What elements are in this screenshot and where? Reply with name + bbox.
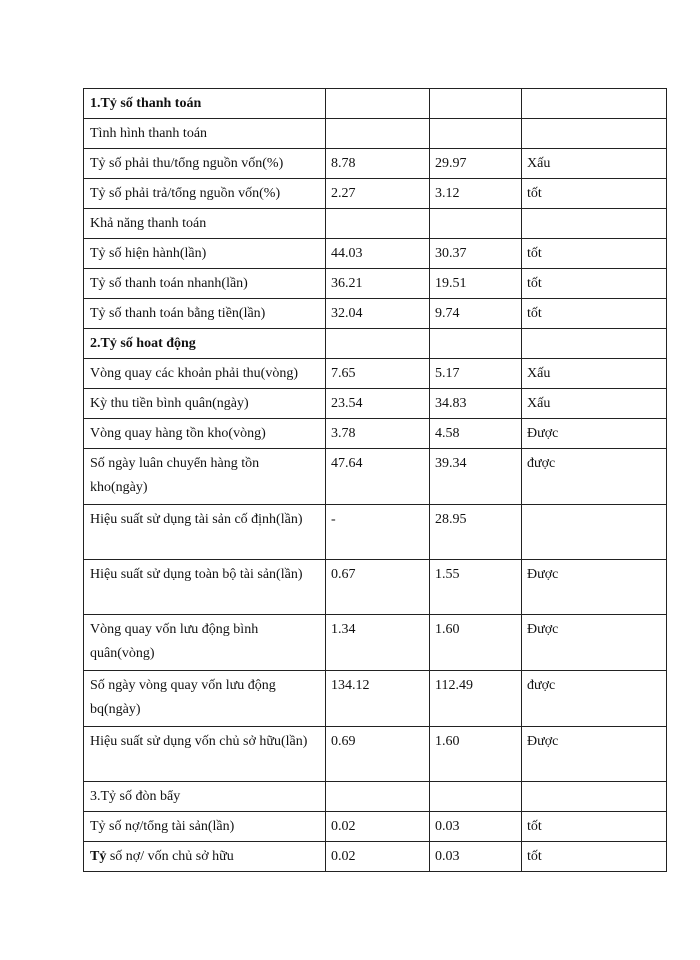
table-row	[84, 389, 667, 419]
value-col-1: 0.67	[326, 560, 430, 615]
empty-cell	[522, 782, 667, 812]
empty-cell	[430, 89, 522, 119]
value-col-2: 5.17	[430, 359, 522, 389]
value-col-2: 0.03	[430, 842, 522, 872]
table-row	[84, 560, 667, 615]
value-col-2: 1.60	[430, 727, 522, 782]
value-col-2: 30.37	[430, 239, 522, 269]
ratio-label: Hiệu suất sử dụng tài sản cố định(lần)	[84, 505, 326, 560]
value-col-1: 0.02	[326, 842, 430, 872]
table-row	[84, 269, 667, 299]
table-row	[84, 419, 667, 449]
evaluation	[522, 505, 667, 560]
section-row	[84, 329, 667, 359]
evaluation: Xấu	[522, 359, 667, 389]
value-col-2: 0.03	[430, 812, 522, 842]
ratio-label-rest: số nợ/ vốn chủ sở hữu	[106, 848, 234, 864]
ratio-label: Kỳ thu tiền bình quân(ngày)	[84, 389, 326, 419]
value-col-2: 1.55	[430, 560, 522, 615]
value-col-2: 112.49	[430, 671, 522, 727]
ratio-label: Tỷ số phải thu/tổng nguồn vốn(%)	[84, 149, 326, 179]
table-row	[84, 842, 667, 872]
value-col-2: 19.51	[430, 269, 522, 299]
table-row	[84, 239, 667, 269]
evaluation: được	[522, 449, 667, 505]
evaluation: Được	[522, 615, 667, 671]
empty-cell	[326, 119, 430, 149]
value-col-1: 2.27	[326, 179, 430, 209]
value-col-2: 4.58	[430, 419, 522, 449]
empty-cell	[430, 119, 522, 149]
value-col-1: -	[326, 505, 430, 560]
ratio-label: Vòng quay hàng tồn kho(vòng)	[84, 419, 326, 449]
section-row	[84, 782, 667, 812]
ratio-label: Tỷ số nợ/tổng tài sản(lần)	[84, 812, 326, 842]
ratio-label: Tỷ số hiện hành(lần)	[84, 239, 326, 269]
value-col-1: 3.78	[326, 419, 430, 449]
evaluation: tốt	[522, 812, 667, 842]
value-col-1: 8.78	[326, 149, 430, 179]
section-row	[84, 89, 667, 119]
table-row	[84, 179, 667, 209]
evaluation: Xấu	[522, 149, 667, 179]
table-row	[84, 359, 667, 389]
empty-cell	[326, 329, 430, 359]
value-col-1: 23.54	[326, 389, 430, 419]
table-row	[84, 299, 667, 329]
table-row	[84, 149, 667, 179]
empty-cell	[326, 782, 430, 812]
evaluation: tốt	[522, 299, 667, 329]
value-col-1: 0.69	[326, 727, 430, 782]
evaluation: được	[522, 671, 667, 727]
value-col-1: 7.65	[326, 359, 430, 389]
ratio-label: Hiệu suất sử dụng toàn bộ tài sản(lần)	[84, 560, 326, 615]
table-row	[84, 671, 667, 727]
value-col-1: 0.02	[326, 812, 430, 842]
evaluation: tốt	[522, 842, 667, 872]
value-col-2: 34.83	[430, 389, 522, 419]
evaluation: tốt	[522, 239, 667, 269]
value-col-1: 1.34	[326, 615, 430, 671]
empty-cell	[326, 209, 430, 239]
table-row	[84, 615, 667, 671]
table-row	[84, 812, 667, 842]
subsection-title: Tình hình thanh toán	[84, 119, 326, 149]
evaluation: Được	[522, 560, 667, 615]
value-col-1: 32.04	[326, 299, 430, 329]
value-col-1: 44.03	[326, 239, 430, 269]
table-row	[84, 449, 667, 505]
ratio-label	[84, 842, 326, 872]
evaluation: Được	[522, 419, 667, 449]
evaluation: Xấu	[522, 389, 667, 419]
section-title: 3.Tỷ số đòn bẩy	[84, 782, 326, 812]
empty-cell	[430, 209, 522, 239]
financial-ratio-table	[83, 88, 667, 872]
value-col-2: 28.95	[430, 505, 522, 560]
ratio-label: Hiệu suất sử dụng vốn chủ sở hữu(lần)	[84, 727, 326, 782]
evaluation: tốt	[522, 179, 667, 209]
ratio-label: Tỷ số thanh toán nhanh(lần)	[84, 269, 326, 299]
ratio-label: Tỷ số phải trả/tổng nguồn vốn(%)	[84, 179, 326, 209]
value-col-2: 39.34	[430, 449, 522, 505]
empty-cell	[326, 89, 430, 119]
value-col-1: 36.21	[326, 269, 430, 299]
ratio-label: Vòng quay các khoản phải thu(vòng)	[84, 359, 326, 389]
ratio-label: Số ngày vòng quay vốn lưu động bq(ngày)	[84, 671, 326, 727]
section-title: 1.Tỷ số thanh toán	[84, 89, 326, 119]
ratio-label: Số ngày luân chuyển hàng tồn kho(ngày)	[84, 449, 326, 505]
subsection-row	[84, 209, 667, 239]
empty-cell	[430, 782, 522, 812]
value-col-1: 134.12	[326, 671, 430, 727]
subsection-title: Khả năng thanh toán	[84, 209, 326, 239]
empty-cell	[522, 119, 667, 149]
table-row	[84, 505, 667, 560]
value-col-2: 9.74	[430, 299, 522, 329]
ratio-label-lead: Tỷ	[90, 848, 107, 864]
table-row	[84, 727, 667, 782]
ratio-label: Vòng quay vốn lưu động bình quân(vòng)	[84, 615, 326, 671]
value-col-1: 47.64	[326, 449, 430, 505]
section-title: 2.Tỷ số hoat động	[84, 329, 326, 359]
subsection-row	[84, 119, 667, 149]
value-col-2: 1.60	[430, 615, 522, 671]
empty-cell	[522, 329, 667, 359]
empty-cell	[522, 209, 667, 239]
value-col-2: 29.97	[430, 149, 522, 179]
evaluation: tốt	[522, 269, 667, 299]
empty-cell	[430, 329, 522, 359]
ratio-label: Tỷ số thanh toán bằng tiền(lần)	[84, 299, 326, 329]
evaluation: Được	[522, 727, 667, 782]
empty-cell	[522, 89, 667, 119]
value-col-2: 3.12	[430, 179, 522, 209]
